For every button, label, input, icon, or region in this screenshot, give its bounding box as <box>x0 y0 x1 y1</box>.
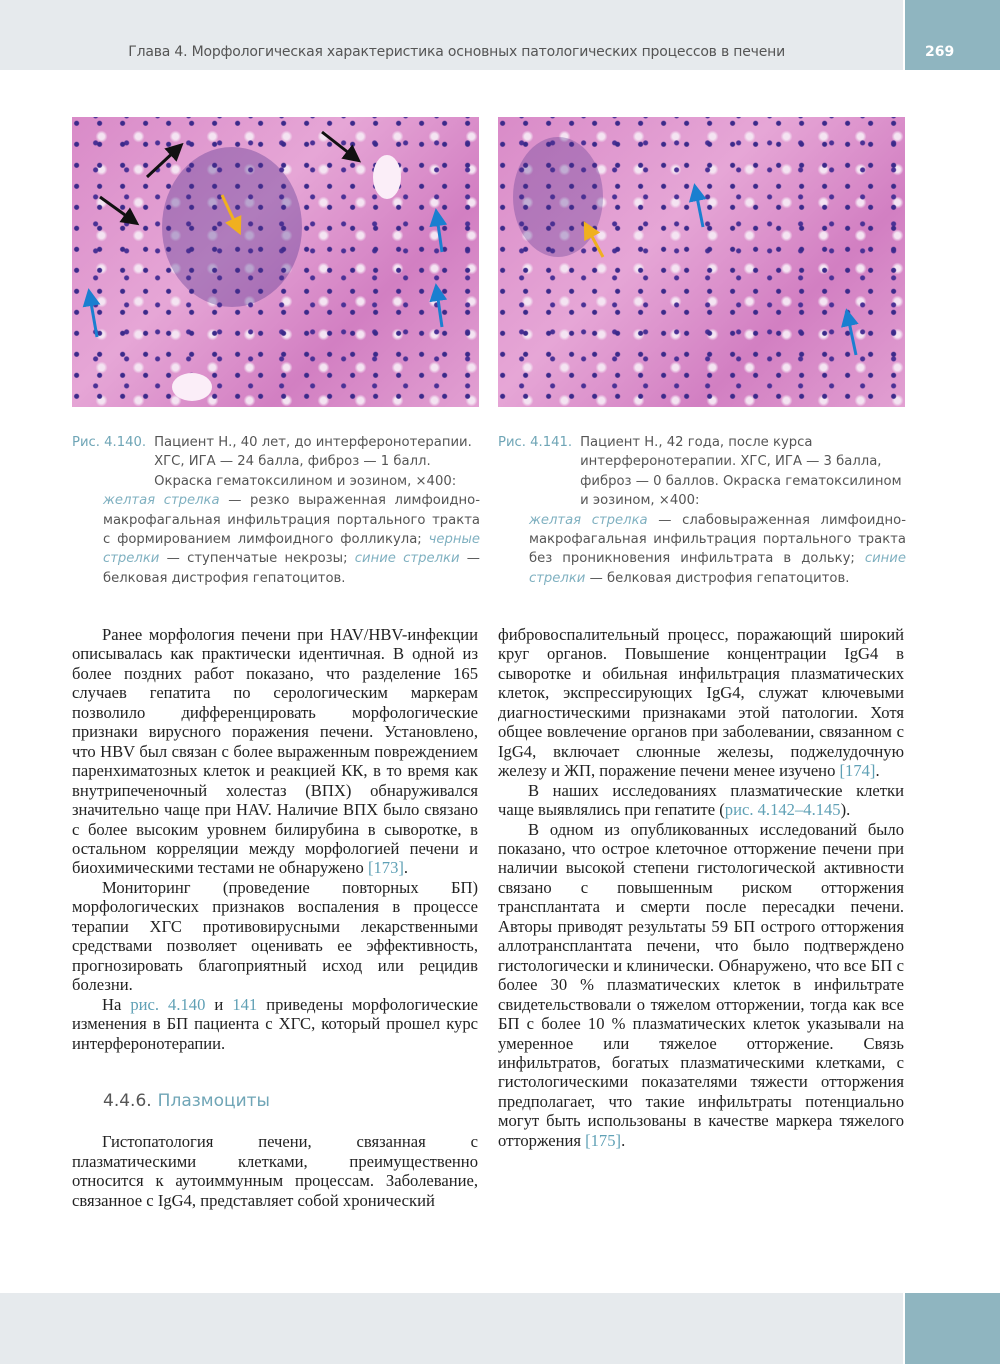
text-run: — резко выраженная лимфоидно-макрофагальная инфильтрация портального тракта с формированием лимфоидного фолликула; <box>103 493 480 548</box>
yellow-arrow-icon <box>588 229 603 257</box>
text-run: В одном из опубликованных исследований было показано, что острое клеточное отторжение печени при наличии высокой степени гистологической активности связано с повышенным риском отторжения трансплантата и смерти после пересадки печени. Авторы приводят результаты 59 БП острого отторжения аллотрансплантата печени, что было подтверждено гистологически и клинически. Обнаружено, что все БП с более 30 % плазматических клеток в инфильтрате свидетельствовали о тяжелом отторжении, тогда как все БП с более 10 % плазматических клеток указывали на умеренное или тяжелое отторжение. Связь инфильтратов, богатых плазматическими клетками, с гистологическими показателями тяжести отторжения предполагает, что такие инфильтраты потенциально могут быть использованы в качестве маркера тяжелого отторжения <box>498 819 904 1150</box>
figure-label: Рис. 4.141. <box>498 435 573 450</box>
blue-arrow-icon <box>90 297 97 337</box>
paragraph <box>72 1132 478 1210</box>
text-run: приведены морфологические изменения в БП пациента с ХГС, который прошел курс интерферонотерапии. <box>72 994 478 1053</box>
blue-arrow-icon <box>696 192 703 227</box>
arrow-legend-term: желтая стрелка <box>103 493 220 509</box>
reference-link[interactable]: рис. 4.142–4.145 <box>724 800 841 820</box>
text-run: Мониторинг (проведение повторных БП) морфологических признаков воспаления в процессе терапии ХГС противовирусными лекарственными средствами позволяет оценивать ее эффективность, прогнозировать благоприятный исход или рецидив болезни. <box>72 877 478 995</box>
page-number-box <box>905 0 1000 70</box>
paragraph <box>72 995 478 1053</box>
arrows-overlay <box>72 117 479 407</box>
chapter-title: Глава 4. Морфологическая характеристика основных патологических процессов в печени <box>128 44 785 60</box>
left-column <box>72 625 478 1210</box>
text-run: — белковая дистрофия гепатоцитов. <box>103 551 480 586</box>
text-run: — белковая дистрофия гепатоцитов. <box>585 570 850 586</box>
text-run: — слабовыраженная лимфоидно-макрофагальная инфильтрация портального тракта без проникновения инфильтрата в дольку; <box>529 512 906 567</box>
paragraph <box>498 625 904 781</box>
caption-lead: Пациент Н., 40 лет, до интерферонотерапии. ХГС, ИГА — 24 балла, фиброз — 1 балл. Окраска гематоксилином и эозином, ×400: <box>154 435 472 489</box>
blue-arrow-icon <box>437 217 442 252</box>
text-run: и <box>205 994 233 1014</box>
section-heading <box>103 1092 478 1111</box>
arrow-legend-term: синие стрелки <box>529 551 906 586</box>
text-run: . <box>875 761 880 781</box>
text-run: В наших исследованиях плазматические клетки чаще выявлялись при гепатите ( <box>498 780 904 820</box>
caption-lead: Пациент Н., 42 года, после курса интерферонотерапии. ХГС, ИГА — 3 балла, фиброз — 0 баллов. Окраска гематоксилином и эозином, ×400: <box>580 435 902 509</box>
micrograph-fig-4-140 <box>72 117 479 407</box>
section-title: Плазмоциты <box>157 1090 270 1111</box>
text-run: ). <box>840 800 851 820</box>
right-column <box>498 625 904 1150</box>
blue-arrow-icon <box>437 292 442 327</box>
reference-link[interactable]: [173] <box>367 858 404 878</box>
blue-arrow-icon <box>848 317 856 355</box>
figure-caption-4-140 <box>72 433 480 588</box>
text-run: — ступенчатые некрозы; <box>159 551 355 567</box>
paragraph <box>498 820 904 1151</box>
footer-accent <box>905 1293 1000 1364</box>
arrow-legend-term: черные стрелки <box>103 532 480 567</box>
arrow-legend-term: желтая стрелка <box>529 512 648 528</box>
paragraph <box>72 625 478 878</box>
reference-link[interactable]: [174] <box>839 761 876 781</box>
black-arrow-icon <box>100 197 132 220</box>
section-number: 4.4.6. <box>103 1090 152 1111</box>
text-run: . <box>621 1130 626 1150</box>
text-run: . <box>403 858 409 878</box>
running-header <box>0 0 903 70</box>
page-number: 269 <box>925 44 955 60</box>
text-run: фибровоспалительный процесс, поражающий широкий круг органов. Повышение концентрации IgG4 в сыворотке и обильная инфильтрация плазматических клеток, экспрессирующих IgG4, служат ключевыми диагностическими признаками этой патологии. Хотя общее вовлечение органов при заболевании, связанном с IgG4, включает слюнные железы, поджелудочную железу и ЖП, поражение печени менее изучено <box>498 625 904 781</box>
text-run: На <box>102 994 131 1014</box>
reference-link[interactable]: 141 <box>232 994 258 1014</box>
paragraph <box>498 781 904 820</box>
footer-bar <box>0 1293 903 1364</box>
arrow-legend-term: синие стрелки <box>354 551 460 567</box>
black-arrow-icon <box>322 132 354 157</box>
figure-label: Рис. 4.140. <box>72 435 147 450</box>
caption-desc <box>72 491 480 588</box>
paragraph <box>72 878 478 995</box>
black-arrow-icon <box>147 149 177 177</box>
reference-link[interactable]: рис. 4.140 <box>130 994 206 1014</box>
text-run: Ранее морфология печени при HAV/HBV-инфекции описывалась как практически идентичная. В одной из более поздних работ показано, что разделение 165 случаев гепатита по серологическим маркерам позволило дифференцировать морфологические признаки вирусного поражения печени. Установлено, что HBV был связан с более выраженным повреждением паренхиматозных клеток и реакцией КК, в то время как внутрипеченочный холестаз (ВПХ) обнаруживался значительно чаще при HAV. Наличие ВПХ было связано с более высоким уровнем билирубина в сыворотке, в остальном корреляции между морфологией печени и биохимическими тестами не обнаружено <box>72 625 478 878</box>
caption-desc <box>498 511 906 589</box>
arrows-overlay <box>498 117 905 407</box>
reference-link[interactable]: [175] <box>585 1130 622 1150</box>
text-run: Гистопатология печени, связанная с плазматическими клетками, преимущественно относится к аутоиммунным процессам. Заболевание, связанное с IgG4, представляет собой хронический <box>72 1132 478 1210</box>
figure-caption-4-141 <box>498 433 906 588</box>
micrograph-fig-4-141 <box>498 117 905 407</box>
